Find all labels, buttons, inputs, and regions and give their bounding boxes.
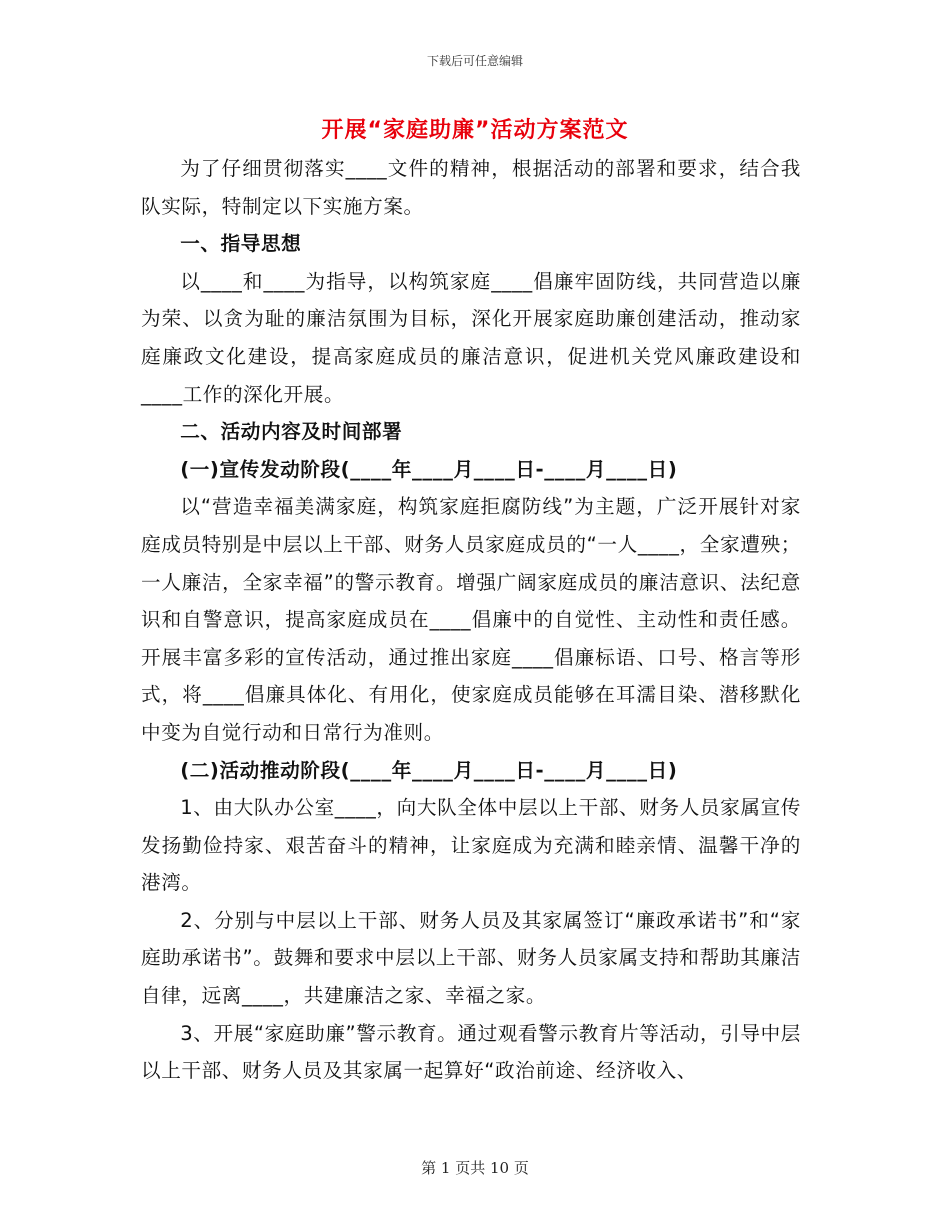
subsection-heading-2: (二)活动推动阶段(____年____月____日-____月____日): [180, 758, 678, 782]
document-body: [141, 150, 801, 1090]
paragraph-publicity-stage: 以“营造幸福美满家庭，构筑家庭拒腐防线”为主题，广泛开展针对家庭成员特别是中层以上干部、财务人员家庭成员的“一人____，全家遭殃；一人廉洁，全家幸福”的警示教育。增强广阔家庭成员的廉洁意识、法纪意识和自警意识，提高家庭成员在____倡廉中的自觉性、主动性和责任感。开展丰富多彩的宣传活动，通过推出家庭____倡廉标语、口号、格言等形式，将____倡廉具体化、有用化，使家庭成员能够在耳濡目染、潜移默化中变为自觉行动和日常行为准则。: [141, 495, 801, 744]
list-item-2: 2、分别与中层以上干部、财务人员及其家属签订“廉政承诺书”和“家庭助承诺书”。鼓舞和要求中层以上干部、财务人员家属支持和帮助其廉洁自律，远离____，共建廉洁之家、幸福之家。: [141, 908, 801, 1008]
page-footer-number: 第 1 页共 10 页: [421, 1159, 529, 1177]
subsection-heading-1: (一)宣传发动阶段(____年____月____日-____月____日): [180, 457, 678, 481]
section-heading-2: 二、活动内容及时间部署: [180, 420, 403, 444]
list-item-3: 3、开展“家庭助廉”警示教育。通过观看警示教育片等活动，引导中层以上干部、财务人员及其家属一起算好“政治前途、经济收入、: [141, 1021, 801, 1083]
page-header-note: 下载后可任意编辑: [426, 54, 523, 68]
intro-paragraph: 为了仔细贯彻落实____文件的精神，根据活动的部署和要求，结合我队实际，特制定以下实施方案。: [141, 157, 801, 218]
paragraph-guiding-thought: 以____和____为指导，以构筑家庭____倡廉牢固防线，共同营造以廉为荣、以贪为耻的廉洁氛围为目标，深化开展家庭助廉创建活动，推动家庭廉政文化建设，提高家庭成员的廉洁意识，促进机关党风廉政建设和____工作的深化开展。: [141, 269, 801, 406]
section-heading-1: 一、指导思想: [180, 232, 302, 256]
document-title: 开展“家庭助廉”活动方案范文: [321, 118, 629, 143]
list-item-1: 1、由大队办公室____，向大队全体中层以上干部、财务人员家属宣传发扬勤俭持家、艰苦奋斗的精神，让家庭成为充满和睦亲情、温馨干净的港湾。: [141, 796, 801, 895]
